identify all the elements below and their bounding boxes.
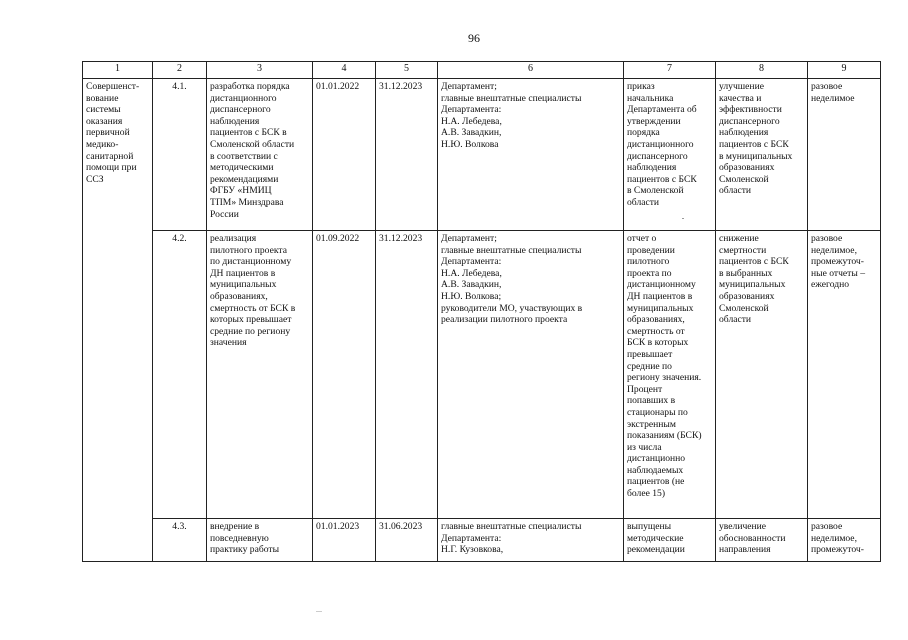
end-date-cell: 31.06.2023 (376, 519, 438, 562)
start-date-cell: 01.09.2022 (313, 231, 376, 519)
group-title-cell: Совершенст- вование системы оказания первичной медико- санитарной помощи при ССЗ (83, 79, 153, 562)
column-number: 7 (624, 62, 716, 79)
activity-table (82, 61, 881, 562)
frequency-cell: разовое неделимое, промежуточ- (808, 519, 881, 562)
indicator-cell: увеличение обоснованности направления (716, 519, 808, 562)
event-cell: разработка порядка дистанционного диспансерного наблюдения пациентов с БСК в Смоленской области в соответствии с методическими рекомендациями ФГБУ «НМИЦ ТПМ» Минздрава России (207, 79, 313, 231)
column-number: 1 (83, 62, 153, 79)
start-date-cell: 01.01.2022 (313, 79, 376, 231)
event-cell: внедрение в повседневную практику работы (207, 519, 313, 562)
responsible-cell: главные внештатные специалисты Департамента: Н.Г. Кузовкова, (438, 519, 624, 562)
event-cell: реализация пилотного проекта по дистанционному ДН пациентов в муниципальных образованиях, смертность от БСК в которых превышает средние по региону значения (207, 231, 313, 519)
column-number: 6 (438, 62, 624, 79)
frequency-cell: разовое неделимое (808, 79, 881, 231)
column-number: 8 (716, 62, 808, 79)
responsible-cell: Департамент; главные внештатные специалисты Департамента: Н.А. Лебедева, А.В. Завадкин, Н.Ю. Волкова (438, 79, 624, 231)
scan-speck (682, 218, 684, 219)
table-row (83, 519, 881, 562)
page-number: 96 (468, 31, 480, 45)
indicator-cell: улучшение качества и эффективности диспансерного наблюдения пациентов с БСК в муниципальных образованиях Смоленской области (716, 79, 808, 231)
column-number: 5 (376, 62, 438, 79)
frequency-cell: разовое неделимое, промежуточ- ные отчеты – ежегодно (808, 231, 881, 519)
column-number: 3 (207, 62, 313, 79)
start-date-cell: 01.01.2023 (313, 519, 376, 562)
result-cell: отчет о проведении пилотного проекта по дистанционному ДН пациентов в муниципальных образованиях, смертность от БСК в которых превышает средние по региону значения. Процент попавших в стационары по экстренным показаниям (БСК) из числа дистанционно наблюдаемых пациентов (не более 15) (624, 231, 716, 519)
item-number-cell: 4.1. (153, 79, 207, 231)
table-row (83, 79, 881, 231)
column-number: 2 (153, 62, 207, 79)
item-number-cell: 4.2. (153, 231, 207, 519)
result-cell: выпущены методические рекомендации (624, 519, 716, 562)
end-date-cell: 31.12.2023 (376, 231, 438, 519)
column-number: 4 (313, 62, 376, 79)
responsible-cell: Департамент; главные внештатные специалисты Департамента: Н.А. Лебедева, А.В. Завадкин, Н.Ю. Волкова; руководители МО, участвующих в реализации пилотного проекта (438, 231, 624, 519)
column-number-row (83, 62, 881, 79)
end-date-cell: 31.12.2023 (376, 79, 438, 231)
scan-speck (316, 611, 322, 612)
column-number: 9 (808, 62, 881, 79)
table-row (83, 231, 881, 519)
indicator-cell: снижение смертности пациентов с БСК в выбранных муниципальных образованиях Смоленской области (716, 231, 808, 519)
result-cell: приказ начальника Департамента об утверждении порядка дистанционного диспансерного наблюдения пациентов с БСК в Смоленской области (624, 79, 716, 231)
item-number-cell: 4.3. (153, 519, 207, 562)
